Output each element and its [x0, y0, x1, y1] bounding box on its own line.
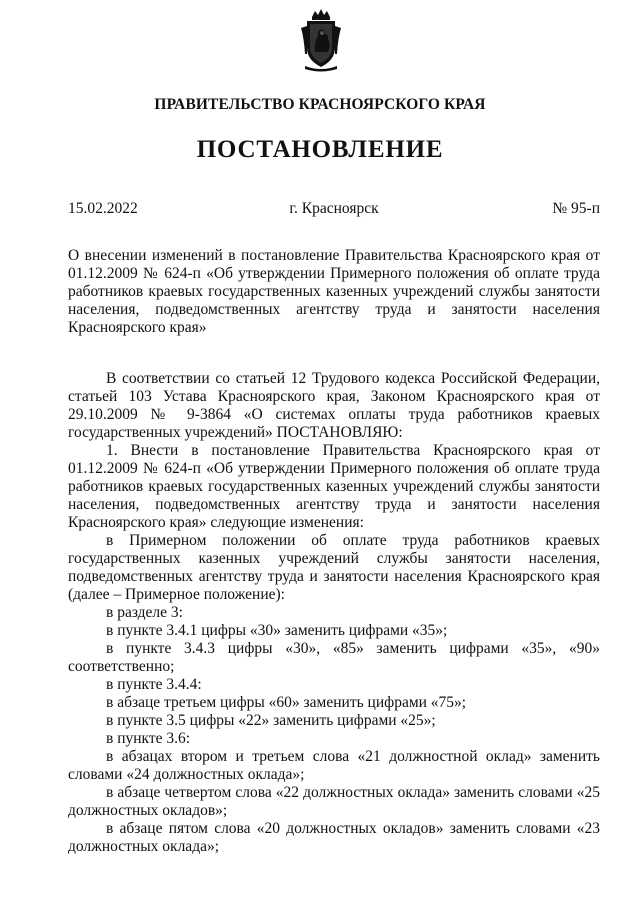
paragraph: в абзаце пятом слова «20 должностных окладов» заменить словами «23 должностных оклада»; — [68, 820, 600, 855]
paragraph: в разделе 3: — [106, 604, 183, 621]
document-type: ПОСТАНОВЛЕНИЕ — [196, 136, 444, 163]
document-date: 15.02.2022 — [68, 200, 138, 217]
paragraph: в пункте 3.4.4: — [106, 676, 202, 693]
paragraph: в пункте 3.6: — [106, 730, 191, 747]
document-body — [68, 370, 600, 856]
document-number: № 95-п — [552, 200, 600, 217]
paragraph: в абзацах втором и третьем слова «21 должностной оклад» заменить словами «24 должностных оклада»; — [68, 748, 600, 783]
paragraph: в пункте 3.5 цифры «22» заменить цифрами «25»; — [106, 712, 436, 729]
preamble-paragraph: В соответствии со статьей 12 Трудового кодекса Российской Федерации, статьей 103 Устава Красноярского края, Законом Красноярского края от 29.10.2009 № 9-3864 «О системах оплаты труда работников краевых государственных учреждений» ПОСТАНОВЛЯЮ: — [68, 370, 600, 441]
paragraph: в абзаце четвертом слова «22 должностных оклада» заменить словами «25 должностных окладов»; — [68, 784, 600, 819]
coat-of-arms-icon — [298, 8, 344, 72]
paragraph-item-1: 1. Внести в постановление Правительства Красноярского края от 01.12.2009 № 624-п «Об утверждении Примерного положения об оплате труда работников краевых государственных казенных учреждений службы занятости населения, подведомственных агентству труда и занятости населения Красноярского края» следующие изменения: — [68, 442, 600, 531]
paragraph: в Примерном положении об оплате труда работников краевых государственных казенных учреждений службы занятости населения, подведомственных агентству труда и занятости населения Красноярского края (далее – Примерное положение): — [68, 532, 600, 603]
paragraph: в пункте 3.4.3 цифры «30», «85» заменить цифрами «35», «90» соответственно; — [68, 640, 600, 675]
organization-name: ПРАВИТЕЛЬСТВО КРАСНОЯРСКОГО КРАЯ — [154, 96, 486, 113]
paragraph: в пункте 3.4.1 цифры «30» заменить цифрами «35»; — [106, 622, 448, 639]
document-city: г. Красноярск — [289, 200, 379, 217]
document-meta — [68, 200, 600, 220]
paragraph: в абзаце третьем цифры «60» заменить цифрами «75»; — [106, 694, 467, 711]
document-subject: О внесении изменений в постановление Правительства Красноярского края от 01.12.2009 № 624-п «Об утверждении Примерного положения об оплате труда работников краевых государственных казенных учреждений службы занятости населения, подведомственных агентству труда и занятости населения Красноярского края» — [68, 247, 600, 336]
